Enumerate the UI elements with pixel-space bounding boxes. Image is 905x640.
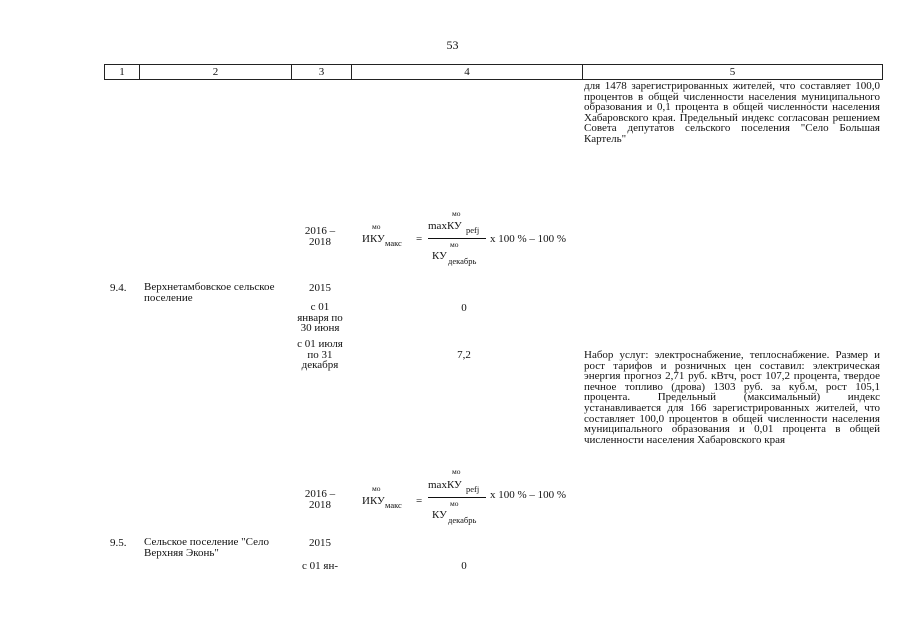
row-9-5-year: 2015 <box>309 537 331 549</box>
formula-block-2: мо ИКУ макс = мо maxКУ реfj мо КУ декабрь x 100 % – 100 % <box>362 467 567 525</box>
row-9-4-note: Набор услуг: электроснабжение, теплоснабжение. Размер и рост тарифов и розничных цен составил: электрическая энергия прогноз 2,71 руб. кВтч, рост 107,2 процента, твердое печное топливо (дрова) 1303 руб. за куб.м, рост 105,1 процента. Предельный (максимальный) индекс устанавливается для 166 зарегистрированных жителей, что составляет 100,0 процентов в общей численности населения муниципального образования и 0,01 процента в общей численности населения Хабаровского края <box>584 349 880 446</box>
continuation-note: для 1478 зарегистрированных жителей, что составляет 100,0 процентов в общей численности населения муниципального образования и 0,1 процента в общей численности населения Хабаровского края. Предельный индекс согласован решением Совета депутатов сельского поселения "Село Большая Картель" <box>584 80 880 145</box>
row-9-4-period-2: с 01 июля по 31 декабря <box>297 338 343 371</box>
header-col-1: 1 <box>105 65 140 80</box>
row-9-4-year: 2015 <box>309 282 331 294</box>
row-9-4-value-2: 7,2 <box>457 349 471 361</box>
period-2016-2018: 2016 – 2018 <box>304 225 336 248</box>
row-9-5-number: 9.5. <box>110 537 127 549</box>
header-col-3: 3 <box>292 65 352 80</box>
page-number: 53 <box>446 38 459 52</box>
header-col-4: 4 <box>352 65 583 80</box>
row-9-4-period-1: с 01 января по 30 июня <box>297 301 343 334</box>
header-col-2: 2 <box>140 65 292 80</box>
row-9-4-number: 9.4. <box>110 282 127 294</box>
row-9-5-value-1: 0 <box>461 560 467 572</box>
formula-block: мо ИКУ макс = мо maxКУ реfj мо КУ декабрь x 100 % – 100 % <box>362 209 567 266</box>
row-9-4-name: Верхнетамбовское сельское поселение <box>144 281 275 304</box>
row-9-4-value-1: 0 <box>461 302 467 314</box>
row-9-5-name: Сельское поселение "Село Верхняя Эконь" <box>144 536 269 559</box>
period-2016-2018-2: 2016 – 2018 <box>304 488 336 511</box>
table-header <box>104 64 883 80</box>
header-col-5: 5 <box>583 65 883 80</box>
row-9-5-period-1: с 01 ян- <box>302 560 338 572</box>
